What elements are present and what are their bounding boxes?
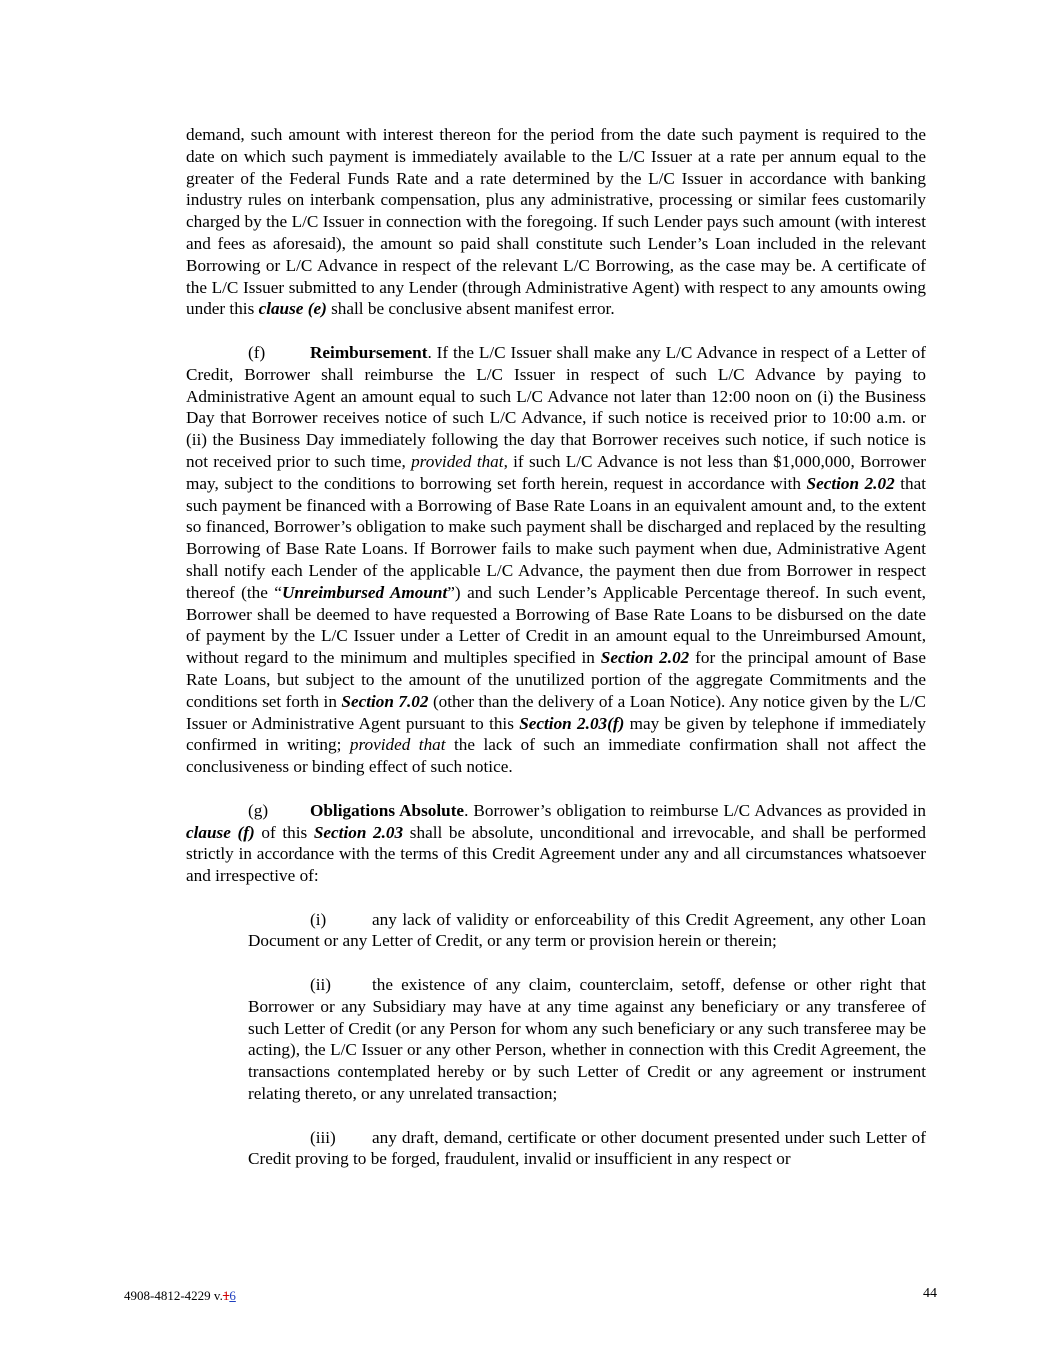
- paragraph-text: of this: [254, 822, 314, 842]
- cross-reference: Section 2.02: [806, 473, 895, 493]
- section-label: (f): [248, 342, 266, 362]
- italic-phrase: provided that: [411, 451, 504, 471]
- defined-term: Unreimbursed Amount: [281, 582, 448, 602]
- paragraph-text: , if such L/C Advance is not less than $1,000,000, Borrower may, subject to the conditions to borrowing set forth herein, request in accordance with: [186, 451, 926, 493]
- cross-reference: clause (f): [186, 822, 255, 842]
- subsection-label: (ii): [310, 975, 331, 995]
- document-id: 4908-4812-4229 v.: [124, 1288, 223, 1303]
- subsection-label: (i): [310, 909, 327, 929]
- cross-reference: Section 2.02: [600, 648, 690, 668]
- paragraph-text: . Borrower’s obligation to reimburse L/C Advances as provided in: [464, 800, 926, 820]
- cross-reference: Section 7.02: [341, 691, 429, 711]
- cross-reference: Section 2.03: [313, 822, 404, 842]
- paragraph-text: the existence of any claim, counterclaim, setoff, defense or other right that Borrower or any Subsidiary may have at any time against any beneficiary or any transferee of such Letter of Credit (or any Person for whom any such beneficiary or any such transferee may be acting), the L/C Issuer or any other Person, whether in connection with this Credit Agreement, the transactions contemplated hereby or by such Letter of Credit or any agreement or instrument relating thereto, or any unrelated transaction;: [248, 975, 926, 1104]
- paragraph-text: . If the L/C Issuer shall make any L/C Advance in respect of a Letter of Credit, Borrower shall reimburse the L/C Issuer in respect of such L/C Advance by paying to Administrative Agent an amount equal to such L/C Advance not later than 12:00 noon on (i) the Business Day that Borrower receives notice of such L/C Advance, if such notice is received prior to 10:00 a.m. or (ii) the Business Day immediately following the day that Borrower receives such notice, if such notice is not received prior to such time,: [186, 342, 926, 471]
- section-heading: Obligations Absolute: [310, 800, 465, 820]
- paragraph-text: may be given by telephone if immediately confirmed in writing;: [186, 713, 926, 755]
- italic-phrase: provided that: [349, 735, 446, 755]
- paragraph-text: demand, such amount with interest thereon for the period from the date such payment is required to the date on which such payment is immediately available to the L/C Issuer at a rate per annum equal to the greater of the Federal Funds Rate and a rate determined by the L/C Issuer in accordance with banking industry rules on interbank compensation, plus any administrative, processing or similar fees customarily charged by the L/C Issuer in connection with the foregoing. If such Lender pays such amount (with interest and fees as aforesaid), the amount so paid shall constitute such Lender’s Loan included in the relevant Borrowing or L/C Advance in respect of the relevant L/C Borrowing, as the case may be. A certificate of the L/C Issuer submitted to any Lender (through Administrative Agent) with respect to any amounts owing under this: [186, 125, 926, 319]
- subparagraph-g-iii: [248, 1127, 926, 1171]
- paragraph-text: any lack of validity or enforceability of this Credit Agreement, any other Loan Document or any Letter of Credit, or any term or provision herein or therein;: [248, 909, 926, 951]
- paragraph-text: for the principal amount of Base Rate Loans, but subject to the amount of the unutilized portion of the aggregate Commitments and the conditions set forth in: [186, 648, 926, 711]
- subparagraph-g-i: [248, 909, 926, 953]
- paragraph-f-reimbursement: [186, 342, 926, 778]
- paragraph-text: any draft, demand, certificate or other document presented under such Letter of Credit proving to be forged, fraudulent, invalid or insufficient in any respect or: [248, 1127, 926, 1169]
- cross-reference: clause (e): [258, 299, 327, 319]
- page-number: 44: [923, 1286, 937, 1301]
- inserted-version: 6: [229, 1288, 236, 1303]
- paragraph-text: that such payment be financed with a Borrowing of Base Rate Loans in an equivalent amount and, to the extent so financed, Borrower’s obligation to make such payment shall be discharged and replaced by the resulting Borrowing of Base Rate Loans. If Borrower fails to make such payment when due, Administrative Agent shall notify each Lender of the applicable L/C Advance, the payment then due from Borrower in respect thereof (the “: [186, 473, 926, 602]
- section-label: (g): [248, 800, 269, 820]
- paragraph-text: shall be conclusive absent manifest error.: [326, 299, 615, 319]
- paragraph-text: shall be absolute, unconditional and irrevocable, and shall be performed strictly in accordance with the terms of this Credit Agreement under any and all circumstances whatsoever and irrespective of:: [186, 822, 926, 886]
- deleted-version: 1: [222, 1288, 230, 1303]
- document-body: [186, 124, 926, 1192]
- paragraph-g-obligations-absolute: [186, 800, 926, 887]
- paragraph-e-continued: [186, 124, 926, 320]
- subsection-label: (iii): [310, 1127, 336, 1147]
- paragraph-text: the lack of such an immediate confirmation shall not affect the conclusiveness or binding effect of such notice.: [186, 735, 926, 777]
- footer-document-id: [124, 1288, 236, 1304]
- subparagraph-g-ii: [248, 974, 926, 1105]
- paragraph-text: (other than the delivery of a Loan Notice). Any notice given by the L/C Issuer or Administrative Agent pursuant to this: [186, 691, 926, 733]
- section-heading: Reimbursement: [310, 342, 428, 362]
- paragraph-text: ”) and such Lender’s Applicable Percentage thereof. In such event, Borrower shall be deemed to have requested a Borrowing of Base Rate Loans to be disbursed on the date of payment by the L/C Issuer under a Letter of Credit in an amount equal to the Unreimbursed Amount, without regard to the minimum and multiples specified in: [186, 582, 926, 668]
- cross-reference: Section 2.03(f): [519, 713, 625, 733]
